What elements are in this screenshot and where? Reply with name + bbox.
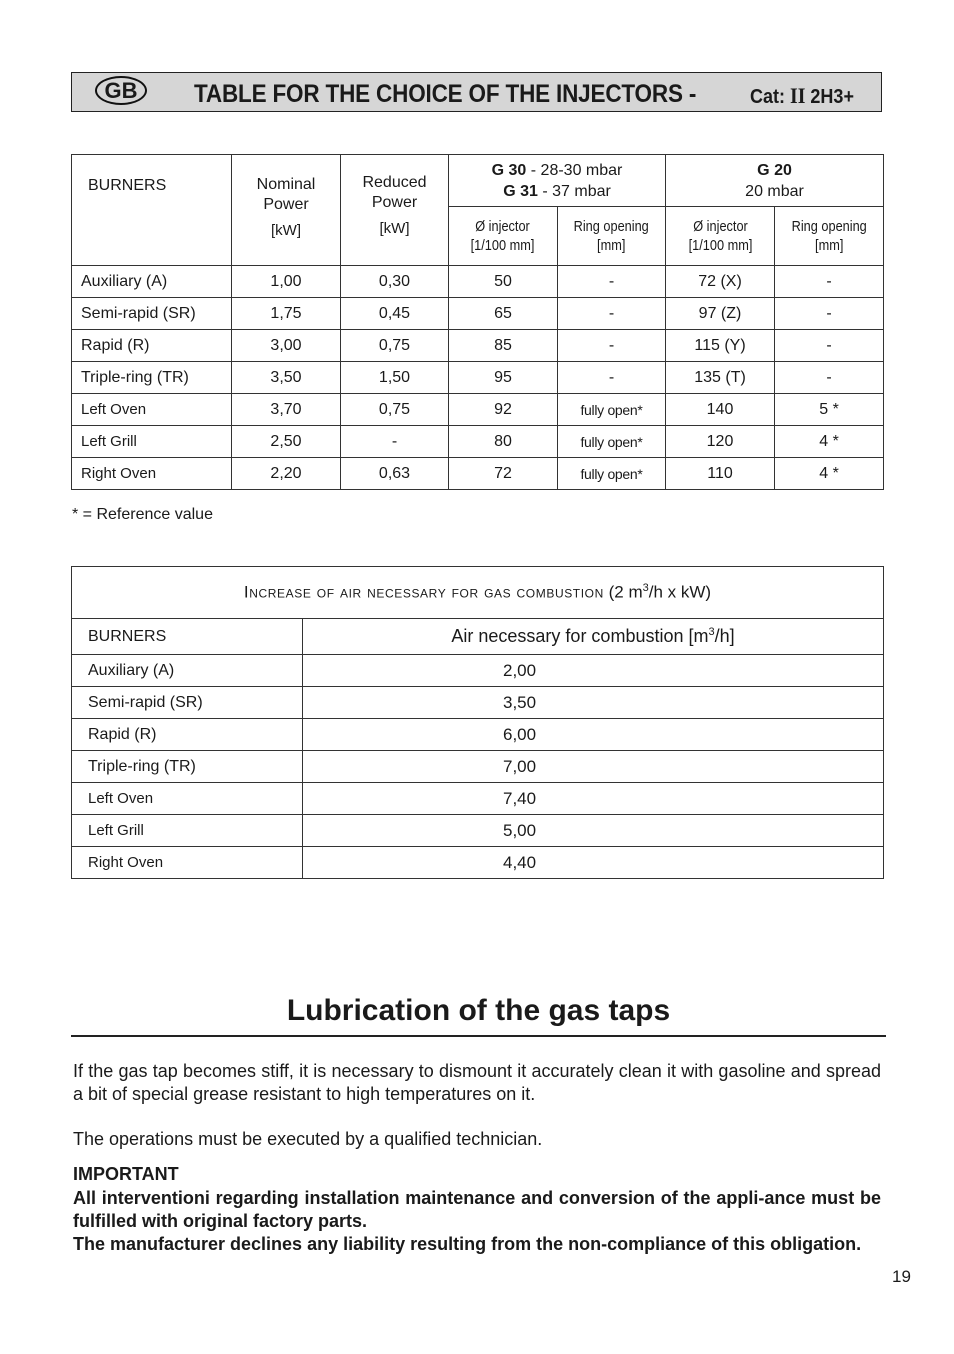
nominal-power-cell: 3,70	[232, 394, 341, 426]
air-value-cell: 7,00	[303, 751, 884, 783]
subheader-g30-injector	[449, 207, 558, 266]
paragraph-technician: The operations must be executed by a qualified technician.	[73, 1129, 543, 1149]
air-value-cell: 4,40	[303, 847, 884, 879]
air-table-title	[72, 567, 884, 619]
g20-injector-cell: 115 (Y)	[666, 330, 775, 362]
table-row	[72, 687, 884, 719]
burner-cell: Right Oven	[72, 458, 232, 490]
col-header-reduced-power	[341, 155, 449, 266]
nominal-line-1: Nominal	[256, 176, 316, 193]
reduced-power-cell: 0,45	[341, 298, 449, 330]
table-row	[72, 783, 884, 815]
g30-injector-cell: 50	[449, 266, 558, 298]
col-header-g20	[666, 155, 884, 207]
table-row	[72, 362, 884, 394]
air-burner-cell: Semi-rapid (SR)	[72, 687, 303, 719]
table-row	[72, 815, 884, 847]
burner-cell: Triple-ring (TR)	[72, 362, 232, 394]
air-col-header-post: /h]	[714, 626, 735, 646]
sub-ring-unit: [mm]	[597, 237, 626, 254]
sub-injector-unit: [1/100 mm]	[471, 237, 535, 254]
burner-cell: Left Grill	[72, 426, 232, 458]
nominal-power-cell: 1,00	[232, 266, 341, 298]
nominal-power-cell: 3,50	[232, 362, 341, 394]
air-burner-cell: Triple-ring (TR)	[72, 751, 303, 783]
g30-injector-cell: 72	[449, 458, 558, 490]
air-burner-cell: Auxiliary (A)	[72, 655, 303, 687]
reduced-line-2: Power	[371, 194, 418, 211]
sub-ring-label: Ring opening	[573, 218, 650, 235]
subheader-g20-injector	[666, 207, 775, 266]
reduced-power-cell: -	[341, 426, 449, 458]
g20-injector-cell: 72 (X)	[666, 266, 775, 298]
reference-note: * = Reference value	[72, 506, 213, 523]
g30-label: G 30	[491, 161, 527, 179]
sub-injector-unit: [1/100 mm]	[688, 237, 752, 254]
table-row	[72, 426, 884, 458]
section-heading: Lubrication of the gas taps	[286, 994, 671, 1027]
g20-injector-cell: 135 (T)	[666, 362, 775, 394]
g20-ring-cell: 4 *	[775, 458, 884, 490]
g30-injector-cell: 80	[449, 426, 558, 458]
g30-ring-cell: fully open*	[558, 458, 666, 490]
nominal-power-cell: 1,75	[232, 298, 341, 330]
g20-injector-cell: 97 (Z)	[666, 298, 775, 330]
category-label	[750, 83, 854, 109]
air-col-header-text: Air necessary for combustion [m	[451, 626, 709, 646]
nominal-unit: [kW]	[271, 222, 301, 239]
table-row	[72, 655, 884, 687]
reduced-line-1: Reduced	[362, 174, 427, 191]
g30-ring-cell: -	[558, 298, 666, 330]
g20-injector-cell: 110	[666, 458, 775, 490]
table-row	[72, 266, 884, 298]
injector-table	[71, 154, 884, 490]
air-value-cell: 7,40	[303, 783, 884, 815]
reduced-power-cell: 0,75	[341, 394, 449, 426]
g31-label: G 31	[503, 182, 538, 200]
g20-pressure: 20 mbar	[745, 182, 804, 200]
reduced-unit: [kW]	[379, 220, 410, 237]
g30-ring-cell: -	[558, 362, 666, 394]
reduced-power-cell: 1,50	[341, 362, 449, 394]
table-row	[72, 751, 884, 783]
category-suffix: 2H3+	[810, 86, 854, 108]
sub-ring-unit: [mm]	[814, 237, 844, 254]
col-header-nominal-power	[232, 155, 341, 266]
air-table-title-unit-post: /h x kW)	[648, 582, 712, 602]
important-liability-note: The manufacturer declines any liability resulting from the non-compliance of this obligation.	[73, 1234, 862, 1254]
air-burner-cell: Left Grill	[72, 815, 303, 847]
g20-ring-cell: 4 *	[775, 426, 884, 458]
air-col-header-burners: BURNERS	[72, 619, 303, 655]
air-value-cell: 6,00	[303, 719, 884, 751]
table-row	[72, 719, 884, 751]
air-table	[71, 566, 884, 879]
table-row	[72, 330, 884, 362]
air-value-cell: 5,00	[303, 815, 884, 847]
reduced-power-cell: 0,30	[341, 266, 449, 298]
g20-ring-cell: -	[775, 330, 884, 362]
important-parts-note: All interventioni regarding installation maintenance and conversion of the appli-ance must be fulfilled with original factory parts.	[73, 1188, 881, 1231]
language-badge: GB	[95, 76, 147, 105]
air-burner-cell: Left Oven	[72, 783, 303, 815]
g30-injector-cell: 92	[449, 394, 558, 426]
g30-injector-cell: 65	[449, 298, 558, 330]
g20-ring-cell: -	[775, 362, 884, 394]
nominal-line-2: Power	[263, 196, 309, 213]
air-value-cell: 3,50	[303, 687, 884, 719]
heading-rule	[71, 1035, 886, 1037]
g20-injector-cell: 120	[666, 426, 775, 458]
table-row	[72, 298, 884, 330]
col-header-g30-g31	[449, 155, 666, 207]
important-heading: IMPORTANT	[73, 1164, 179, 1184]
g30-pressure: - 28-30 mbar	[530, 161, 623, 179]
air-col-header-sup: 3	[708, 626, 715, 638]
subheader-g30-ring	[558, 207, 666, 266]
air-burner-cell: Rapid (R)	[72, 719, 303, 751]
category-prefix: Cat:	[750, 86, 786, 108]
air-table-title-unit-sup: 3	[642, 582, 649, 595]
sub-ring-label: Ring opening	[791, 218, 867, 235]
g20-label: G 20	[757, 161, 792, 179]
g20-ring-cell: -	[775, 266, 884, 298]
reduced-power-cell: 0,63	[341, 458, 449, 490]
g20-ring-cell: 5 *	[775, 394, 884, 426]
g30-injector-cell: 95	[449, 362, 558, 394]
reduced-power-cell: 0,75	[341, 330, 449, 362]
sub-injector-label: Ø injector	[692, 218, 748, 235]
g30-ring-cell: -	[558, 266, 666, 298]
g30-ring-cell: fully open*	[558, 426, 666, 458]
air-col-header-air	[303, 619, 884, 655]
air-value-cell: 2,00	[303, 655, 884, 687]
nominal-power-cell: 3,00	[232, 330, 341, 362]
col-header-burners: BURNERS	[72, 155, 232, 266]
g30-ring-cell: -	[558, 330, 666, 362]
burner-cell: Left Oven	[72, 394, 232, 426]
category-roman: II	[790, 83, 806, 108]
air-burner-cell: Right Oven	[72, 847, 303, 879]
sub-injector-label: Ø injector	[475, 218, 531, 235]
burner-cell: Auxiliary (A)	[72, 266, 232, 298]
g31-pressure: - 37 mbar	[542, 182, 611, 200]
g20-ring-cell: -	[775, 298, 884, 330]
nominal-power-cell: 2,20	[232, 458, 341, 490]
nominal-power-cell: 2,50	[232, 426, 341, 458]
subheader-g20-ring	[775, 207, 884, 266]
g20-injector-cell: 140	[666, 394, 775, 426]
table-row	[72, 847, 884, 879]
page-number: 19	[892, 1267, 911, 1286]
g30-injector-cell: 85	[449, 330, 558, 362]
burner-cell: Rapid (R)	[72, 330, 232, 362]
section-header-bar	[71, 72, 882, 112]
table-row	[72, 394, 884, 426]
air-table-title-text: Increase of air necessary for gas combustion	[243, 582, 604, 602]
table-row	[72, 458, 884, 490]
burner-cell: Semi-rapid (SR)	[72, 298, 232, 330]
air-table-title-unit: (2 m	[608, 582, 643, 602]
g30-ring-cell: fully open*	[558, 394, 666, 426]
paragraph-instructions: If the gas tap becomes stiff, it is necessary to dismount it accurately clean it with gasoline and spread a bit of special grease resistant to high temperatures on it.	[73, 1061, 881, 1104]
page-title: TABLE FOR THE CHOICE OF THE INJECTORS -	[194, 80, 697, 108]
